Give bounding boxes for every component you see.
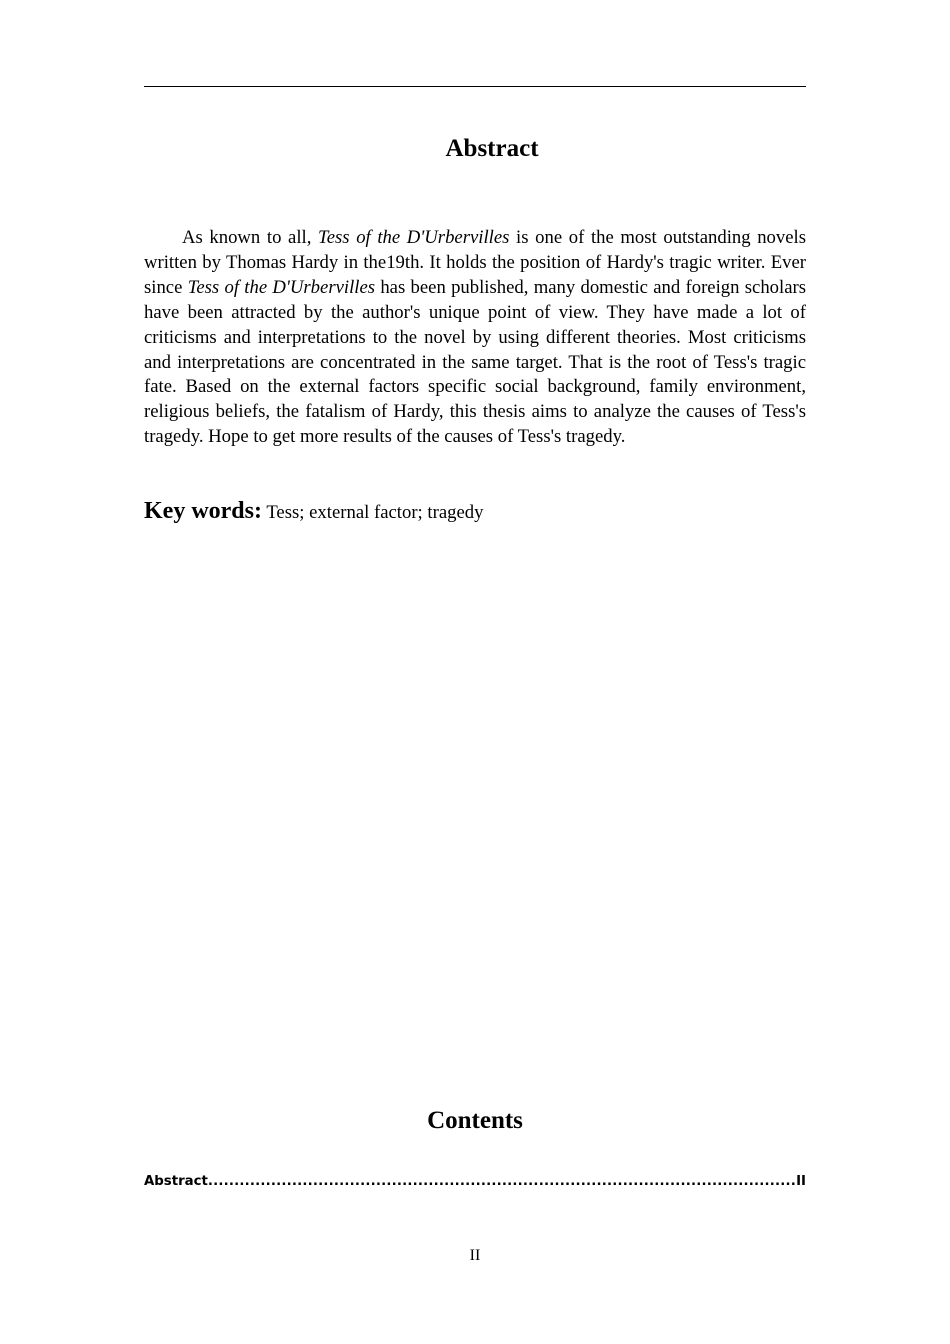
toc-entry-abstract[interactable] <box>144 1172 806 1192</box>
abstract-text-1: As known to all, <box>182 227 319 248</box>
toc-entry-page: II <box>796 1174 806 1189</box>
contents-title: Contents <box>427 1107 523 1134</box>
keywords-line <box>144 497 806 527</box>
abstract-text-3: has been published, many domestic and foreign scholars have been attracted by the author's unique point of view. They have made a lot of criticisms and interpretations to the novel by using different theories. Most criticisms and interpretations are concentrated in the same target. That is the root of Tess's tragic fate. Based on the external factors specific social background, family environment, religious beliefs, the fatalism of Hardy, this thesis aims to analyze the causes of Tess's tragedy. Hope to get more results of the causes of Tess's tragedy. <box>144 276 806 448</box>
abstract-title: Abstract <box>445 135 539 162</box>
abstract-text-2: is one of the most outstanding novels written by Thomas Hardy in the19th. It holds the position of Hardy's tragic writer. Ever since <box>144 227 806 298</box>
keywords-label: Key words: <box>144 498 262 524</box>
novel-title: Tess of the D'Urbervilles <box>187 276 376 298</box>
novel-title: Tess of the D'Urbervilles <box>318 227 510 248</box>
toc-leader-dots <box>208 1172 796 1192</box>
abstract-paragraph <box>144 226 806 450</box>
keywords-text: Tess; external factor; tragedy <box>261 502 484 523</box>
page-number: II <box>469 1247 481 1264</box>
toc-entry-label: Abstract <box>144 1174 208 1189</box>
header-rule <box>144 86 806 87</box>
